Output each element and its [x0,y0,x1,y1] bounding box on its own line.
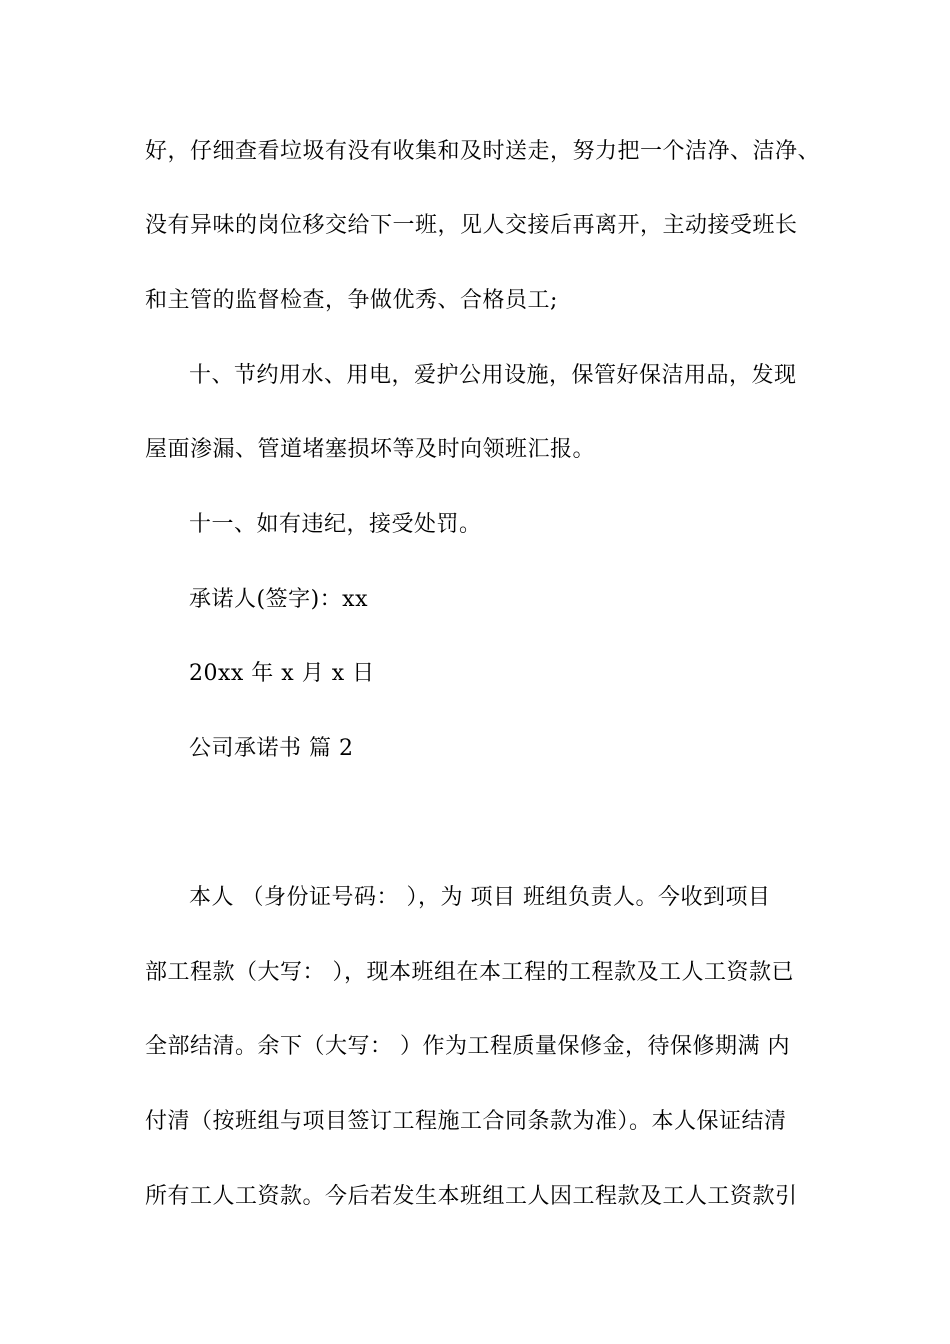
body-line-1: 好，仔细查看垃圾有没有收集和及时送走，努力把一个洁净、洁净、 [145,139,821,164]
body-line-3: 和主管的监督检查，争做优秀、合格员工; [145,288,558,313]
clause-ten-line-2: 屋面渗漏、管道堵塞损坏等及时向领班汇报。 [145,437,596,462]
date-line: 20xx 年 x 月 x 日 [189,661,375,686]
clause-ten-line-1: 十、节约用水、用电，爱护公用设施，保管好保洁用品，发现 [189,363,797,388]
paragraph-line-3: 全部结清。余下（大写： ）作为工程质量保修金，待保修期满 内 [145,1034,790,1059]
clause-eleven: 十一、如有违纪，接受处罚。 [189,512,482,537]
paragraph-line-5: 所有工人工资款。今后若发生本班组工人因工程款及工人工资款引 [145,1184,798,1209]
section-heading: 公司承诺书 篇 2 [189,736,354,761]
paragraph-line-2: 部工程款（大写： ），现本班组在本工程的工程款及工人工资款已 [145,960,794,985]
signature-line: 承诺人(签字)：xx [189,587,368,612]
paragraph-line-1: 本人 （身份证号码： ），为 项目 班组负责人。今收到项目 [189,885,771,910]
body-line-2: 没有异味的岗位移交给下一班，见人交接后再离开，主动接受班长 [145,213,798,238]
paragraph-line-4: 付清（按班组与项目签订工程施工合同条款为准）。本人保证结清 [145,1109,787,1134]
